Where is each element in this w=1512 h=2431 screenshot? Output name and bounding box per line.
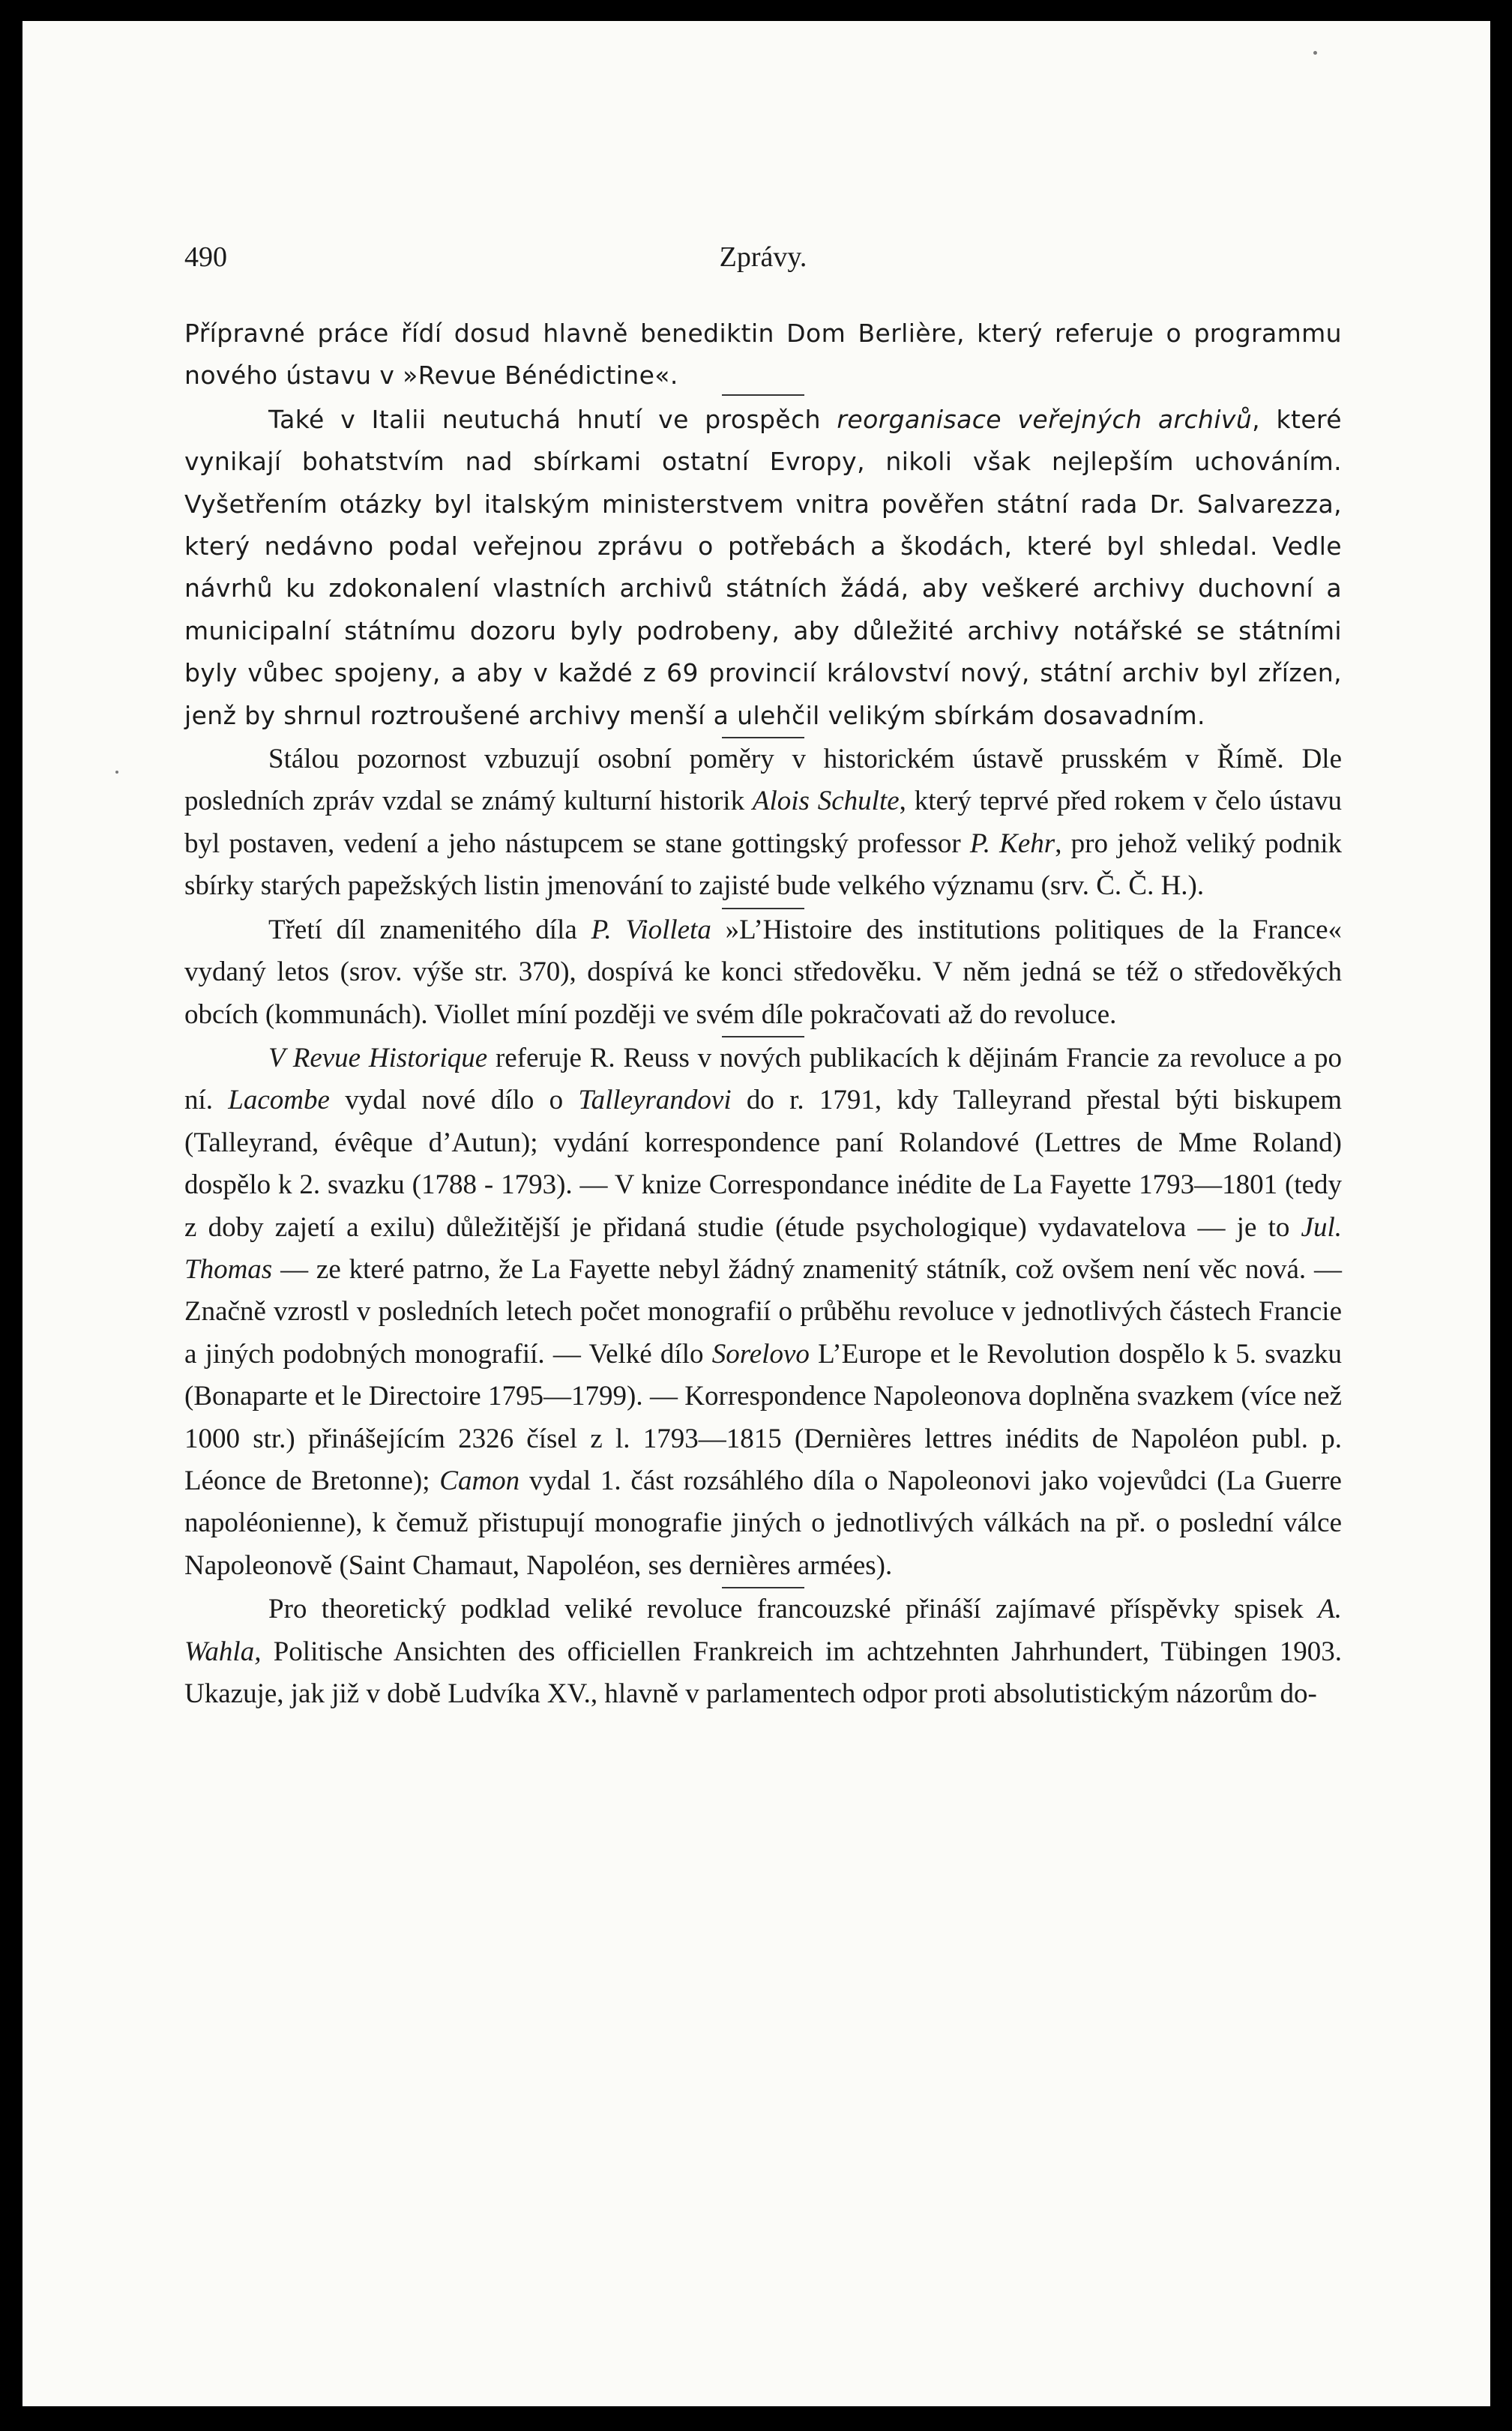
page-number: 490 — [184, 241, 227, 273]
running-header — [184, 238, 1342, 276]
emphasis: P. Kehr — [969, 828, 1055, 859]
section-title: Zprávy. — [719, 241, 807, 273]
emphasis: Sorelovo — [711, 1338, 810, 1370]
paragraph-1: Přípravné práce řídí dosud hlavně benediktin Dom Berlière, který referuje o programmu nového ústavu v »Revue Bénédictine«. — [184, 319, 1342, 391]
scan-speck — [115, 771, 118, 774]
scan-speck — [1313, 51, 1317, 55]
paragraph-4: Třetí díl znamenitého díla P. Violleta »L’Histoire des institutions politiques de la France« vydaný letos (srov. výše str. 370), dospívá ke konci středověku. V něm jedná se též o středověkých obcích (kommunách). Viollet míní později ve svém díle pokračovati až do revoluce. — [184, 914, 1343, 1030]
emphasis: Talleyrandovi — [578, 1085, 732, 1116]
emphasis: Lacombe — [228, 1085, 330, 1116]
emphasis: A. Wahla, — [184, 1594, 1342, 1667]
emphasis: Camon — [439, 1465, 520, 1496]
paragraph-2: Také v Italii neutuchá hnutí ve prospěch reorganisace veřejných archivů, které vynikají bohatstvím nad sbírkami ostatní Evropy, nikoli však nejlepším uchováním. Vyšetřením otázky byl italským ministerstvem vnitra pověřen státní rada Dr. Salvarezza, který nedávno podal veřejnou zprávu o potřebách a škodách, které byl shledal. Vedle návrhů ku zdokonalení vlastních archivů státních žádá, aby veškeré archivy duchovní a municipalní státnímu dozoru byly podrobeny, aby důležité archivy notářské se státními byly vůbec spojeny, a aby v každé z 69 provincií království nový, státní archiv byl zřízen, jenž by shrnul roztroušené archivy menší a ulehčil velikým sbírkám dosavadním. — [184, 404, 1342, 730]
emphasis: Alois Schulte — [752, 786, 900, 817]
section-divider — [722, 394, 804, 396]
emphasis: Jul. Thomas — [184, 1211, 1342, 1285]
paragraph-6: Pro theoretický podklad veliké revoluce francouzské přináší zajímavé příspěvky spisek A. Wahla, Politische Ansichten des officiellen Frankreich im achtzehnten Jahrhundert, Tübingen 1903. Ukazuje, jak již v době Ludvíka XV., hlavně v parlamentech odpor proti absolutistickým názorům do- — [184, 1594, 1342, 1709]
emphasis: P. Violleta — [591, 914, 711, 945]
article-body — [184, 313, 1342, 1715]
paragraph-3: Stálou pozornost vzbuzují osobní poměry v historickém ústavě prusském v Římě. Dle posledních zpráv vzdal se známý kulturní historik Alois Schulte, který teprvé před rokem v čelo ústavu byl postaven, vedení a jeho nástupcem se stane gottingský professor P. Kehr, pro jehož veliký podnik sbírky starých papežských listin jmenování to zajisté bude velkého významu (srv. Č. Č. H.). — [184, 744, 1343, 902]
emphasis: V Revue Historique — [268, 1042, 488, 1073]
paragraph-5: V Revue Historique referuje R. Reuss v nových publikacích k dějinám Francie za revoluce a po ní. Lacombe vydal nové dílo o Talleyrandovi do r. 1791, kdy Talleyrand přestal býti biskupem (Talleyrand, évêque d’Autun); vydání korrespondence paní Rolandové (Lettres de Mme Roland) dospělo k 2. svazku (1788 - 1793). — V knize Correspondance inédite de La Fayette 1793—1801 (tedy z doby zajetí a exilu) důležitější je přidaná studie (étude psychologique) vydavatelova — je to Jul. Thomas — ze které patrno, že La Fayette nebyl žádný znamenitý státník, což ovšem není věc nová. — Značně vzrostl v posledních letech počet monografií o průběhu revoluce v jednotlivých částech Francie a jiných podobných monografií. — Velké dílo Sorelovo L’Europe et le Revolution dospělo k 5. svazku (Bonaparte et le Directoire 1795—1799). — Korrespondence Napoleonova doplněna svazkem (více než 1000 str.) přinášejícím 2326 čísel z l. 1793—1815 (Dernières lettres inédits de Napoléon publ. p. Léonce de Bretonne); Camon vydal 1. část rozsáhlého díla o Napoleonovi jako vojevůdci (La Guerre napoléonienne), k čemuž přistupují monografie jiných o jednotlivých válkách na př. o poslední válce Napoleonově (Saint Chamaut, Napoléon, ses dernières armées). — [184, 1042, 1343, 1581]
emphasis: reorganisace veřejných archivů — [837, 404, 1253, 434]
